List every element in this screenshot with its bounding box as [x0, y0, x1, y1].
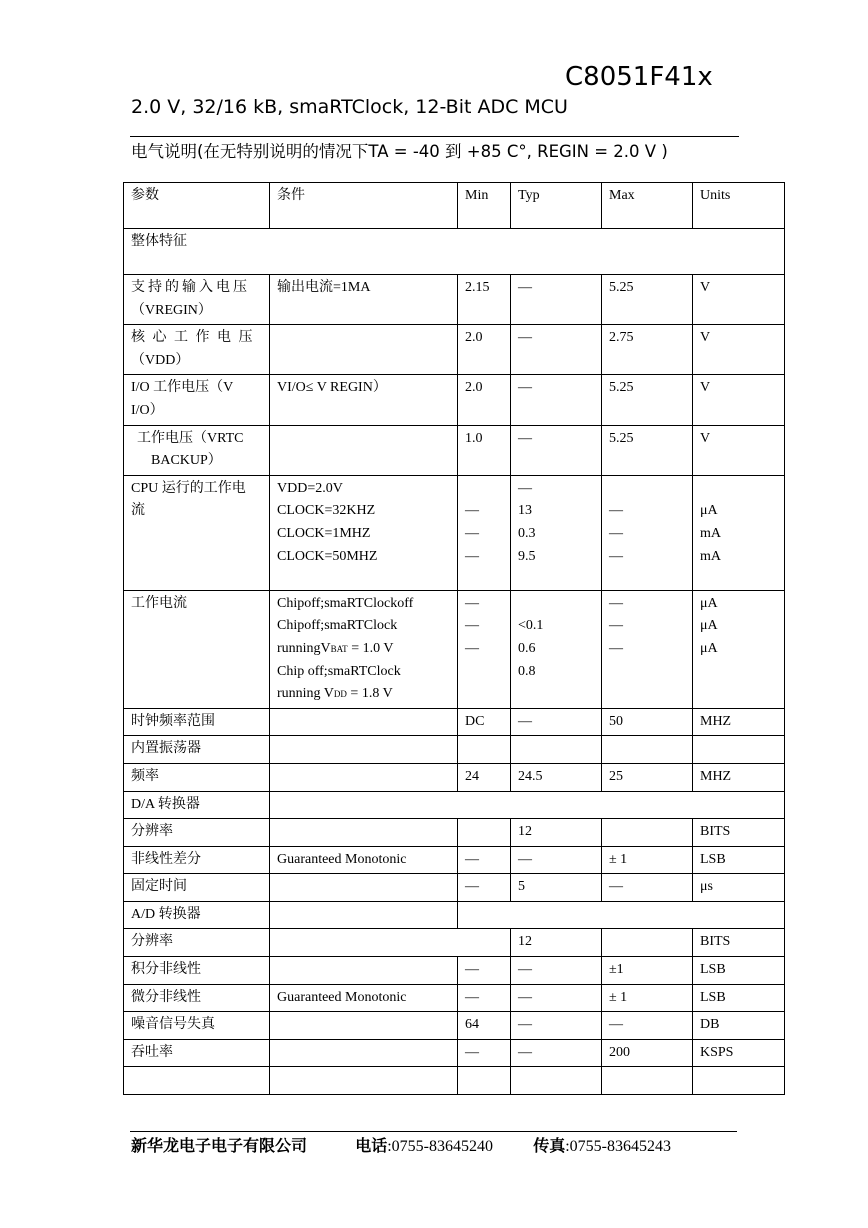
table-row	[124, 736, 785, 764]
param-cell: 支持的输入电压 （VREGIN）	[124, 275, 270, 325]
min-cell: — — —	[458, 590, 511, 708]
max-cell	[602, 736, 693, 764]
units-cell: V	[693, 275, 785, 325]
table-row	[124, 874, 785, 902]
typ-cell: —	[511, 1039, 602, 1067]
table-row	[124, 1039, 785, 1067]
units-cell: LSB	[693, 984, 785, 1012]
min-cell: —	[458, 984, 511, 1012]
max-cell: 5.25	[602, 375, 693, 425]
param-cell: 微分非线性	[124, 984, 270, 1012]
param-cell: D/A 转换器	[124, 791, 270, 819]
condition-cell	[270, 1067, 458, 1095]
table-row	[124, 1067, 785, 1095]
condition-cell	[270, 901, 458, 929]
typ-cell: —	[511, 984, 602, 1012]
table-row	[124, 475, 785, 590]
condition-cell: 输出电流=1MA	[270, 275, 458, 325]
document-title: C8051F41x	[565, 62, 713, 92]
typ-cell: 5	[511, 874, 602, 902]
empty-span-cell	[458, 901, 785, 929]
units-cell: μA μA μA	[693, 590, 785, 708]
param-cell: 分辨率	[124, 819, 270, 847]
header-param: 参数	[124, 183, 270, 229]
table-row	[124, 901, 785, 929]
min-cell	[458, 736, 511, 764]
condition-cell	[270, 1039, 458, 1067]
min-cell: 2.0	[458, 325, 511, 375]
electrical-spec-table	[123, 182, 785, 1095]
units-cell: KSPS	[693, 1039, 785, 1067]
typ-cell: — 13 0.3 9.5	[511, 475, 602, 590]
param-cell: 吞吐率	[124, 1039, 270, 1067]
units-cell: LSB	[693, 957, 785, 985]
param-cell: 非线性差分	[124, 846, 270, 874]
table-row	[124, 763, 785, 791]
max-cell	[602, 819, 693, 847]
max-cell: 25	[602, 763, 693, 791]
table-header-row	[124, 183, 785, 229]
table-row	[124, 590, 785, 708]
param-cell: 分辨率	[124, 929, 270, 957]
condition-cell	[270, 929, 511, 957]
table-row	[124, 791, 785, 819]
typ-cell: 24.5	[511, 763, 602, 791]
max-cell: —	[602, 1012, 693, 1040]
param-cell: 积分非线性	[124, 957, 270, 985]
max-cell	[602, 1067, 693, 1095]
max-cell	[602, 929, 693, 957]
table-row	[124, 957, 785, 985]
header-units: Units	[693, 183, 785, 229]
section-overall: 整体特征	[124, 229, 785, 275]
max-cell: ±1	[602, 957, 693, 985]
param-cell	[124, 1067, 270, 1095]
header-typ: Typ	[511, 183, 602, 229]
condition-cell	[270, 425, 458, 475]
typ-cell: —	[511, 275, 602, 325]
min-cell: 2.0	[458, 375, 511, 425]
condition-cell: Chipoff;smaRTClockoff Chipoff;smaRTClock runningVBAT = 1.0 V Chip off;smaRTClock running VDD = 1.8 V	[270, 590, 458, 708]
min-cell: —	[458, 874, 511, 902]
condition-cell	[270, 874, 458, 902]
typ-cell: —	[511, 708, 602, 736]
units-cell: V	[693, 325, 785, 375]
units-cell	[693, 1067, 785, 1095]
table-row	[124, 708, 785, 736]
units-cell: MHZ	[693, 763, 785, 791]
table-row	[124, 325, 785, 375]
min-cell: —	[458, 1039, 511, 1067]
condition-cell: VI/O≤ V REGIN）	[270, 375, 458, 425]
footer-company: 新华龙电子电子有限公司	[131, 1136, 308, 1155]
units-cell: V	[693, 425, 785, 475]
max-cell: —	[602, 874, 693, 902]
condition-cell	[270, 957, 458, 985]
units-cell: MHZ	[693, 708, 785, 736]
units-cell: LSB	[693, 846, 785, 874]
min-cell: —	[458, 957, 511, 985]
units-cell: μs	[693, 874, 785, 902]
param-cell: 核 心 工 作 电 压 （VDD）	[124, 325, 270, 375]
max-cell: 2.75	[602, 325, 693, 375]
param-cell: 时钟频率范围	[124, 708, 270, 736]
min-cell: DC	[458, 708, 511, 736]
units-cell: DB	[693, 1012, 785, 1040]
typ-cell: —	[511, 1012, 602, 1040]
table-row	[124, 1012, 785, 1040]
units-cell	[693, 736, 785, 764]
footer-phone-label: 电话	[355, 1136, 388, 1155]
condition-cell	[270, 1012, 458, 1040]
table-row	[124, 846, 785, 874]
min-cell: — — —	[458, 475, 511, 590]
condition-cell: VDD=2.0V CLOCK=32KHZ CLOCK=1MHZ CLOCK=50MHZ	[270, 475, 458, 590]
param-cell: A/D 转换器	[124, 901, 270, 929]
condition-cell	[270, 708, 458, 736]
min-cell: 2.15	[458, 275, 511, 325]
max-cell: — — —	[602, 475, 693, 590]
table-row	[124, 229, 785, 275]
min-cell: 64	[458, 1012, 511, 1040]
typ-cell: 12	[511, 819, 602, 847]
empty-span-cell	[270, 791, 785, 819]
min-cell: 1.0	[458, 425, 511, 475]
condition-cell	[270, 325, 458, 375]
header-condition: 条件	[270, 183, 458, 229]
typ-cell: —	[511, 325, 602, 375]
footer-divider	[130, 1131, 737, 1132]
units-cell: BITS	[693, 819, 785, 847]
typ-cell: —	[511, 425, 602, 475]
header-min: Min	[458, 183, 511, 229]
min-cell	[458, 1067, 511, 1095]
condition-cell	[270, 819, 458, 847]
condition-cell: Guaranteed Monotonic	[270, 984, 458, 1012]
param-cell: 内置振荡器	[124, 736, 270, 764]
param-cell: 工作电流	[124, 590, 270, 708]
max-cell: 5.25	[602, 425, 693, 475]
condition-cell	[270, 736, 458, 764]
max-cell: 200	[602, 1039, 693, 1067]
param-cell: I/O 工作电压（V I/O）	[124, 375, 270, 425]
min-cell	[458, 819, 511, 847]
max-cell: 5.25	[602, 275, 693, 325]
max-cell: ± 1	[602, 846, 693, 874]
footer-fax-label: 传真	[533, 1136, 566, 1155]
table-row	[124, 275, 785, 325]
page-footer	[131, 1133, 671, 1156]
table-row	[124, 375, 785, 425]
table-row	[124, 984, 785, 1012]
param-cell: 频率	[124, 763, 270, 791]
max-cell: — — —	[602, 590, 693, 708]
units-cell: μA mA mA	[693, 475, 785, 590]
table-row	[124, 819, 785, 847]
section-heading: 电气说明(在无特别说明的情况下TA = -40 到 +85 C°, REGIN = 2.0 V )	[131, 142, 668, 161]
units-cell: BITS	[693, 929, 785, 957]
typ-cell: —	[511, 957, 602, 985]
header-divider	[130, 136, 739, 137]
typ-cell	[511, 1067, 602, 1095]
min-cell: —	[458, 846, 511, 874]
param-cell: 工作电压（VRTC BACKUP）	[124, 425, 270, 475]
footer-fax: :0755-83645243	[565, 1138, 671, 1155]
header-max: Max	[602, 183, 693, 229]
document-subtitle: 2.0 V, 32/16 kB, smaRTClock, 12-Bit ADC MCU	[131, 96, 568, 118]
param-cell: CPU 运行的工作电 流	[124, 475, 270, 590]
condition-cell	[270, 763, 458, 791]
typ-cell: —	[511, 846, 602, 874]
table-row	[124, 425, 785, 475]
condition-cell: Guaranteed Monotonic	[270, 846, 458, 874]
table-row	[124, 929, 785, 957]
typ-cell: 12	[511, 929, 602, 957]
typ-cell: —	[511, 375, 602, 425]
min-cell: 24	[458, 763, 511, 791]
param-cell: 噪音信号失真	[124, 1012, 270, 1040]
footer-phone: :0755-83645240	[387, 1138, 493, 1155]
units-cell: V	[693, 375, 785, 425]
max-cell: ± 1	[602, 984, 693, 1012]
typ-cell	[511, 736, 602, 764]
max-cell: 50	[602, 708, 693, 736]
typ-cell: <0.1 0.6 0.8	[511, 590, 602, 708]
param-cell: 固定时间	[124, 874, 270, 902]
